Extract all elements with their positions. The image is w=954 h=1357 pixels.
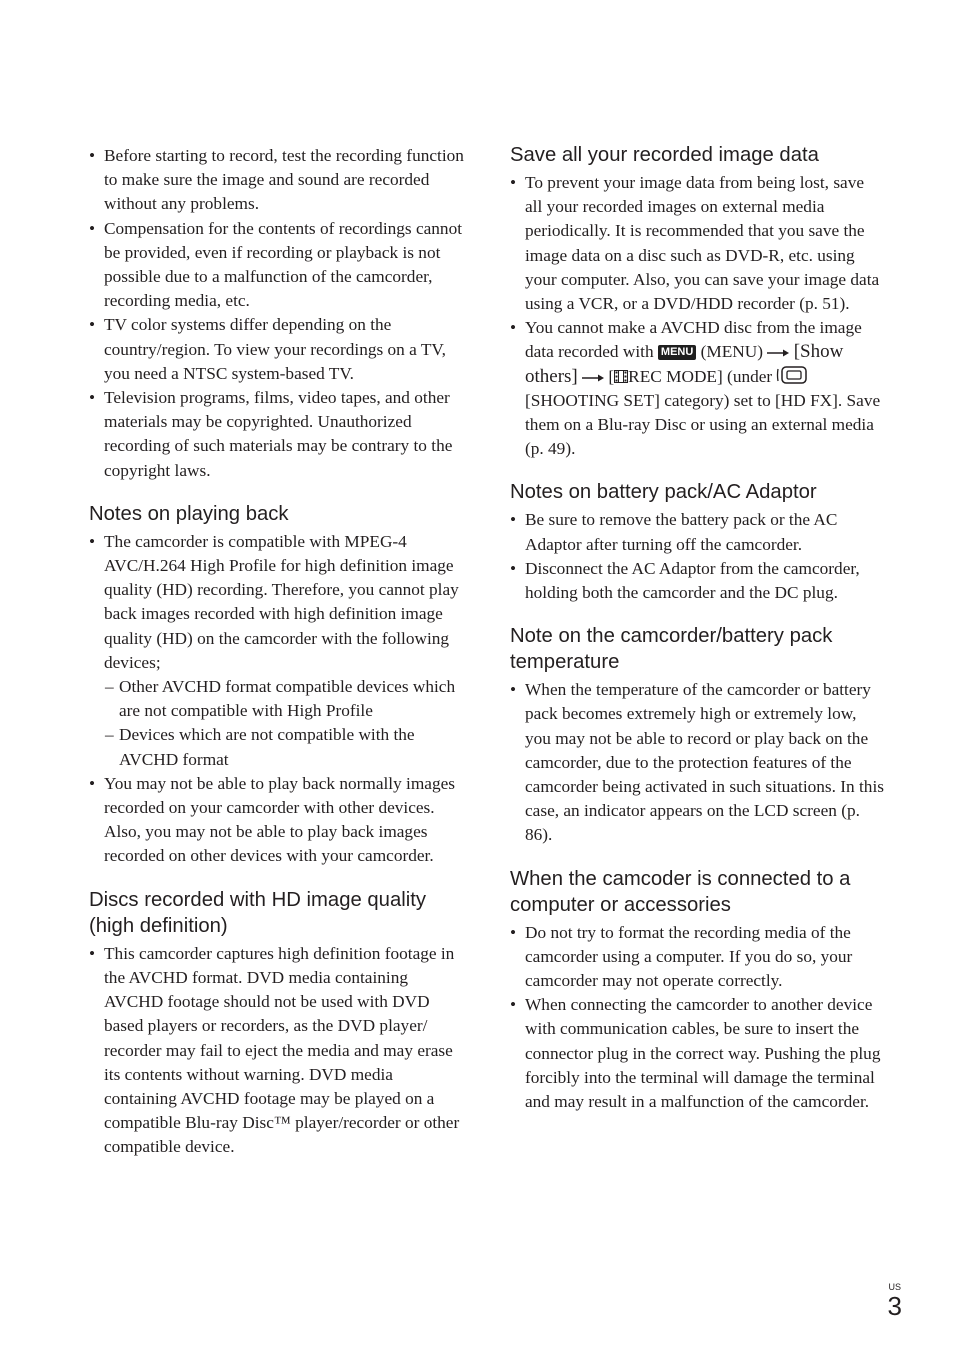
list-item: • Before starting to record, test the recording function to make sure the image and sound are recorded without any problems. xyxy=(89,144,464,217)
page-footer xyxy=(888,1282,902,1320)
section-heading: Discs recorded with HD image quality (high definition) xyxy=(89,888,427,937)
list-item: • Do not try to format the recording media of the camcorder using a computer. If you do so, your camcorder may not operate correctly. xyxy=(510,921,885,994)
list-item: • Compensation for the contents of recordings cannot be provided, even if recording or playback is not possible due to a malfunction of the camcorder, recording media, etc. xyxy=(89,217,464,314)
camera-icon xyxy=(776,365,810,385)
text-fragment: [ xyxy=(604,366,615,386)
list-item: • Disconnect the AC Adaptor from the camcorder, holding both the camcorder and the DC plug. xyxy=(510,557,885,605)
section-heading: Notes on playing back xyxy=(89,502,289,525)
text-fragment: [SHOOTING SET] category) set to [HD FX]. Save them on a Blu-ray Disc or using an external media (p. 49). xyxy=(525,390,881,459)
list-item xyxy=(510,316,885,461)
film-strip-icon xyxy=(614,370,628,383)
right-column xyxy=(510,142,885,1132)
intro-section xyxy=(89,144,464,483)
section-heading: Note on the camcorder/battery pack temperature xyxy=(510,625,833,674)
left-column xyxy=(89,142,464,1178)
section-heading: When the camcoder is connected to a computer or accessories xyxy=(510,867,851,916)
list-item: • This camcorder captures high definition footage in the AVCHD format. DVD media containing AVCHD footage should not be used with DVD based players or recorders, as the DVD player/ recorder may fail to eject the media and may erase its contents without warning. DVD media containing AVCHD footage may be played on a compatible Blu-ray Disc™ player/recorder or other compatible device. xyxy=(89,942,464,1160)
save-data-section xyxy=(510,142,885,461)
page-number: 3 xyxy=(887,1291,902,1321)
list-item: • To prevent your image data from being lost, save all your recorded images on external media periodically. It is recommended that you save the image data on a disc such as DVD-R, etc. using your computer. Also, you can save your image data using a VCR, or a DVD/HDD recorder (p. 51). xyxy=(510,171,885,316)
sub-list-item: – Devices which are not compatible with the AVCHD format xyxy=(89,723,464,771)
list-item: • Be sure to remove the battery pack or the AC Adaptor after turning off the camcorder. xyxy=(510,508,885,556)
arrow-right-icon xyxy=(767,348,789,358)
computer-section xyxy=(510,866,885,1115)
text-fragment: REC MODE] (under xyxy=(628,366,777,386)
battery-section xyxy=(510,479,885,605)
arrow-right-icon xyxy=(582,373,604,383)
text-fragment: You cannot make a AVCHD disc from the image data recorded with xyxy=(525,318,862,362)
list-item: • TV color systems differ depending on the country/region. To view your recordings on a TV, you need a NTSC system-based TV. xyxy=(89,313,464,386)
playing-back-section xyxy=(89,501,464,869)
temperature-section xyxy=(510,623,885,847)
sub-list-item: – Other AVCHD format compatible devices which are not compatible with High Profile xyxy=(89,675,464,723)
section-heading: Notes on battery pack/AC Adaptor xyxy=(510,481,817,504)
list-item: • Television programs, films, video tapes, and other materials may be copyrighted. Unauthorized recording of such materials may be contrary to the copyright laws. xyxy=(89,386,464,483)
list-item: • You may not be able to play back normally images recorded on your camcorder with other devices. Also, you may not be able to play back images recorded on other devices with your camcorder. xyxy=(89,772,464,869)
text-fragment: (MENU) xyxy=(696,342,768,362)
discs-hd-section xyxy=(89,887,464,1160)
region-code: US xyxy=(888,1282,902,1292)
menu-icon: MENU xyxy=(658,345,696,360)
list-item: • The camcorder is compatible with MPEG-4 AVC/H.264 High Profile for high definition image quality (HD) recording. Therefore, you cannot play back images recorded with high definition image quality (HD) on the camcorder with the following devices; xyxy=(89,530,464,675)
list-item: • When the temperature of the camcorder or battery pack becomes extremely high or extremely low, you may not be able to record or play back on the camcorder, due to the protection features of the camcorder being activated in such situations. In this case, an indicator appears on the LCD screen (p. 86). xyxy=(510,678,885,847)
list-item: • When connecting the camcorder to another device with communication cables, be sure to insert the connector plug in the correct way. Pushing the plug forcibly into the terminal will damage the terminal and may result in a malfunction of the camcorder. xyxy=(510,993,885,1114)
section-heading: Save all your recorded image data xyxy=(510,144,819,166)
show-others-label: [Show others] xyxy=(525,341,844,387)
